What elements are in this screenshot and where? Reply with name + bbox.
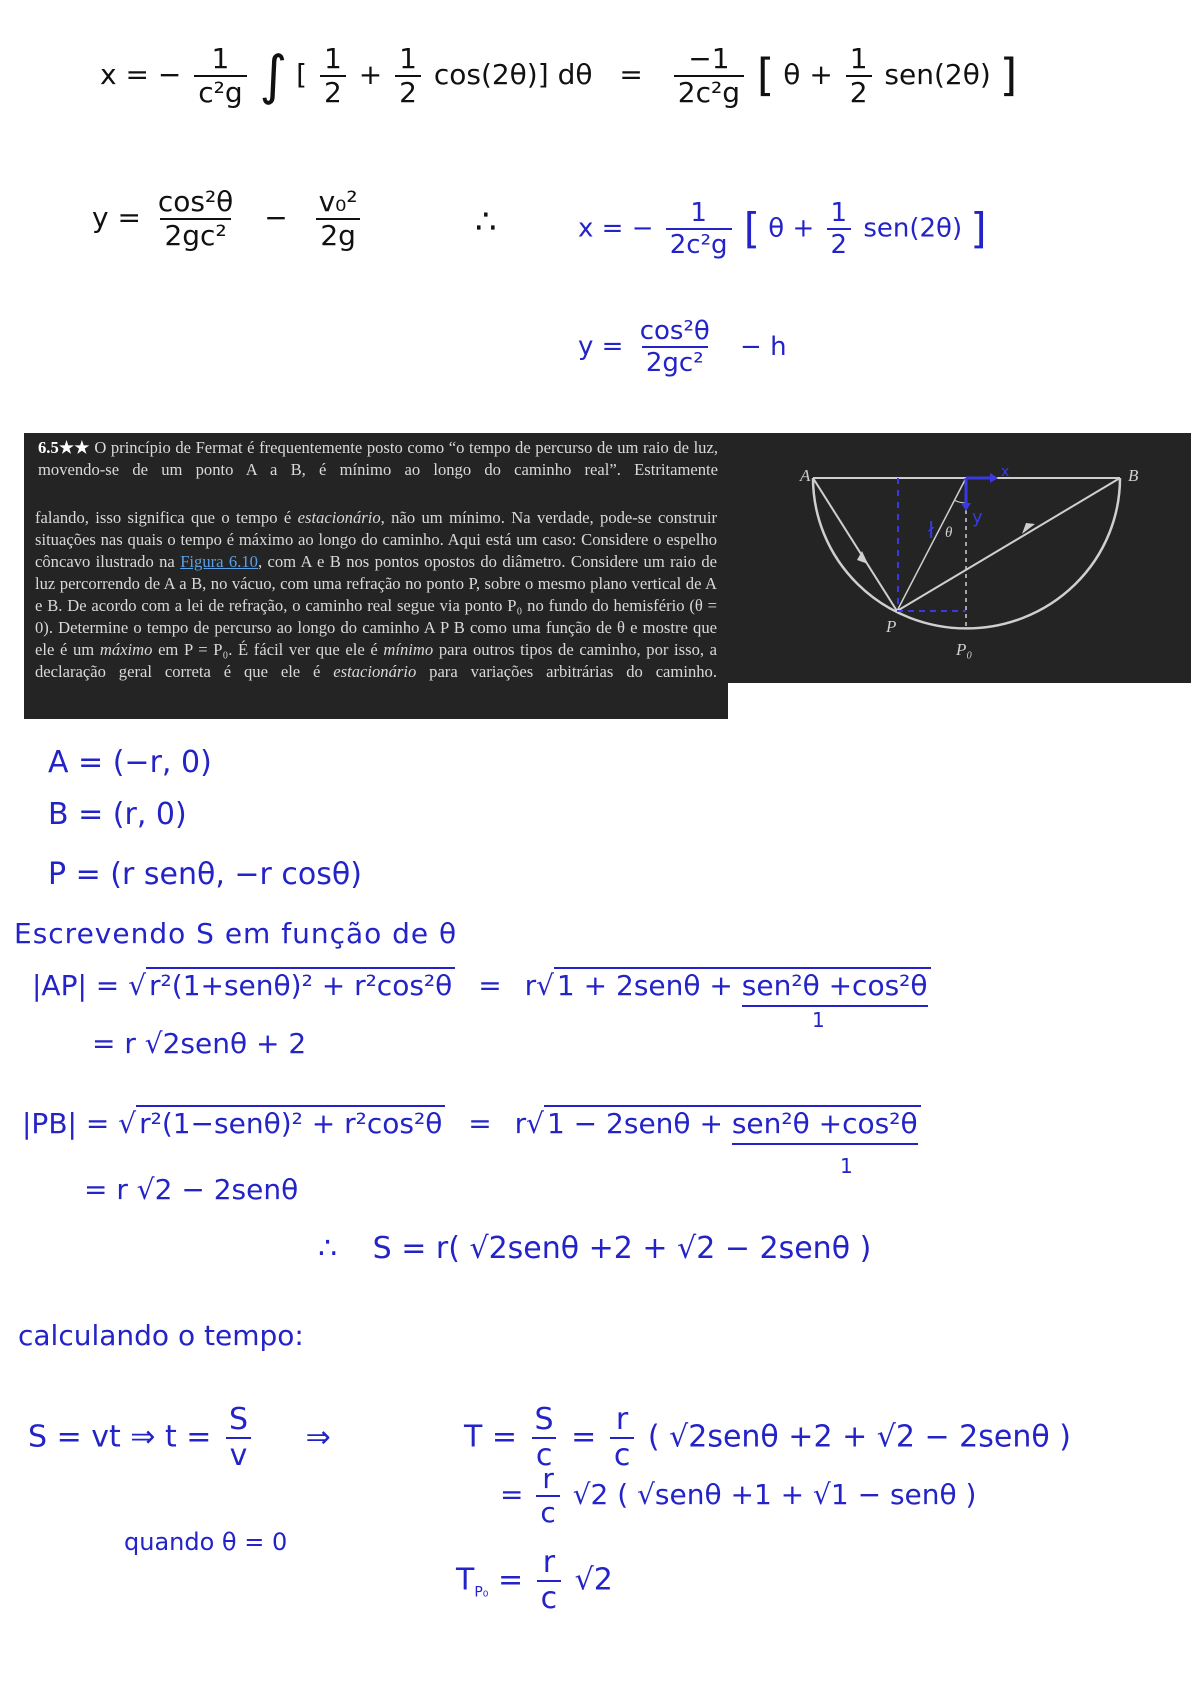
ray-ap [813, 478, 897, 611]
svt-equation: S = vt ⇒ t = $\frac{S}{v}$ ⇒ [28, 1402, 331, 1473]
ap-simplified: = r √2senθ + 2 [92, 1027, 307, 1060]
problem-text-body: falando, isso significa que o tempo é estacionário, não um mínimo. Na verdade, pode-se construir situações nas quais o tempo é máximo ao longo do caminho. Aqui está um caso: Considere o espelho côncavo ilustrado na Figura 6.10, com A e B nos pontos opostos do diâmetro. Considere um raio de luz percorrendo de A a B, no vácuo, com uma refração no ponto P, sobre o mesmo plano vertical de A e B. De acordo com a lei de refração, o caminho real segue via ponto P₀ no fundo do hemisfério (θ = 0). Determine o tempo de percurso ao longo do caminho A P B como uma função de θ e mostre que ele é um máximo em P = P₀. É fácil ver que ele é mínimo para outros tipos de caminho, por isso, a declaração geral correta é que ele é estacionário para variações arbitrárias do caminho. [35, 508, 718, 681]
blue-r-mark: ł [928, 519, 935, 544]
label-y-axis: y [972, 507, 983, 528]
heading-time: calculando o tempo: [18, 1319, 304, 1352]
pb-equation: |PB| = √ r²(1−senθ)² + r²cos²θ = r√ 1 − 2senθ + sen²θ +cos²θ [22, 1110, 921, 1138]
x-integral-equation: x = − $\frac{1}{\text{c²g}}$ ∫ [ $\frac{1}{2}$ + $\frac{1}{2}$ cos(2θ)] dθ = $\frac{-1}{\text{2c²g}}$ [ θ + $\frac{1}{2}$ sen(2θ) ] [100, 42, 1018, 109]
ap-equation: |AP| = √ r²(1+senθ)² + r²cos²θ = r√ 1 + 2senθ + sen²θ +cos²θ [32, 972, 931, 1000]
x-result-equation: x = − $\frac{1}{\text{2c²g}}$ [ θ + $\frac{1}{2}$ sen(2θ) ] [578, 198, 987, 260]
therefore-symbol: ∴ [475, 202, 497, 242]
s-total-equation: ∴ S = r( √2senθ +2 + √2 − 2senθ ) [318, 1231, 872, 1266]
ray-ap-arrow [857, 551, 868, 564]
figure-link[interactable]: Figura 6.10 [180, 552, 258, 571]
pb-simplified: = r √2 − 2senθ [84, 1173, 299, 1206]
label-a: A [800, 466, 811, 485]
theta-arc [954, 500, 966, 503]
pb-brace-value: 1 [840, 1154, 853, 1178]
label-p: P [886, 617, 897, 636]
problem-statement [24, 433, 728, 719]
point-p: P = (r senθ, −r cosθ) [48, 857, 362, 892]
ap-brace-value: 1 [812, 1008, 825, 1032]
pb-braced-term: sen²θ +cos²θ [732, 1107, 918, 1145]
point-a: A = (−r, 0) [48, 745, 212, 780]
y-equation: y = $\frac{\text{cos²θ}}{\text{2gc²}}$ − $\frac{\text{v₀²}}{2g}$ [92, 188, 366, 250]
mirror-figure [728, 433, 1191, 683]
y-result-equation: y = $\frac{\text{cos²θ}}{\text{2gc²}}$ − h [578, 316, 787, 378]
ap-braced-term: sen²θ +cos²θ [742, 969, 928, 1007]
heading-s-function: Escrevendo S em função de θ [14, 917, 458, 950]
ray-pb [897, 478, 1120, 611]
label-theta: θ [945, 525, 953, 541]
problem-text-top: 6.5★★ O princípio de Fermat é frequentemente posto como “o tempo de percurso de um raio de luz, movendo-se de um ponto A a B, é mínimo ao longo do caminho real”. Estritamente [38, 438, 718, 479]
label-p0: P₀ [956, 640, 973, 659]
time-equation-line2: = $\frac{r}{c}$ √2 ( √senθ +1 + √1 − senθ ) [500, 1462, 977, 1529]
time-equation: T = $\frac{S}{c}$ = $\frac{r}{c}$ ( √2senθ +2 + √2 − 2senθ ) [464, 1402, 1071, 1473]
label-x-axis: x [1001, 464, 1010, 480]
coef-fraction: $\frac{1}{\text{c²g}}$ [194, 45, 246, 107]
point-b: B = (r, 0) [48, 797, 187, 832]
hemisphere-mirror-diagram [728, 433, 1191, 683]
condition-theta-zero: quando θ = 0 [124, 1528, 288, 1556]
time-at-p0: $T_{P_0}$ = $\frac{r}{c}$ √2 [456, 1545, 613, 1616]
problem-number: 6.5★★ [38, 438, 90, 457]
label-b: B [1128, 466, 1139, 485]
